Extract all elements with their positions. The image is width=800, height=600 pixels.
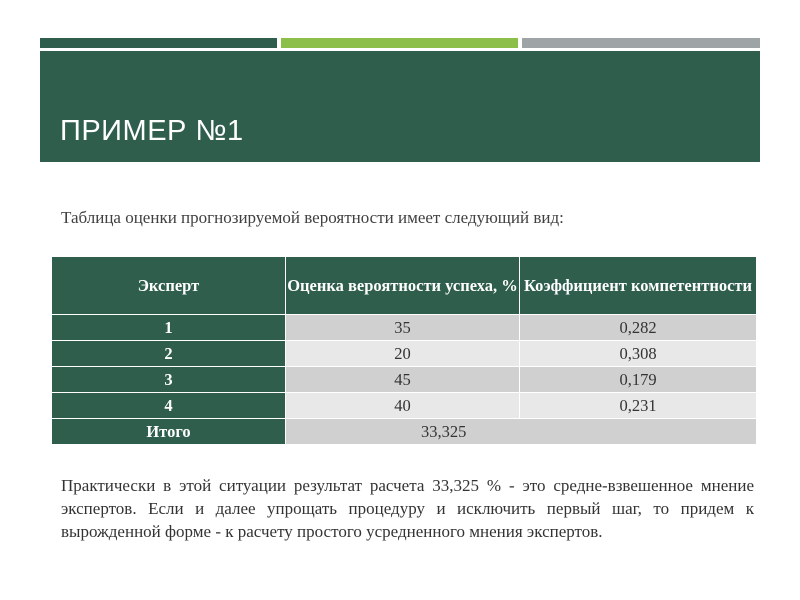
accent-bar-light-green xyxy=(281,38,518,48)
header-coefficient: Коэффициент компетентности xyxy=(520,257,757,315)
header-expert: Эксперт xyxy=(52,257,286,315)
cell-coefficient: 0,282 xyxy=(520,315,757,341)
cell-expert: 2 xyxy=(52,341,286,367)
total-value: 33,325 xyxy=(286,419,757,445)
intro-text: Таблица оценки прогнозируемой вероятности имеет следующий вид: xyxy=(61,208,564,227)
table-row xyxy=(52,367,757,393)
table-row xyxy=(52,341,757,367)
table-total-row xyxy=(52,419,757,445)
slide-title: ПРИМЕР №1 xyxy=(60,115,244,147)
conclusion-text: Практически в этой ситуации результат расчета 33,325 % - это средне-взвешенное мнение экспертов. Если и далее упрощать процедуру и исключить первый шаг, то придем к вырожденной форме - к расчету простого усредненного мнения экспертов. xyxy=(61,476,754,541)
accent-bar-dark-green xyxy=(40,38,277,48)
table-row xyxy=(52,393,757,419)
accent-bar-gray xyxy=(522,38,760,48)
cell-probability: 45 xyxy=(286,367,520,393)
header-probability: Оценка вероятности успеха, % xyxy=(286,257,520,315)
cell-probability: 20 xyxy=(286,341,520,367)
table-row xyxy=(52,315,757,341)
cell-expert: 1 xyxy=(52,315,286,341)
cell-expert: 3 xyxy=(52,367,286,393)
cell-probability: 35 xyxy=(286,315,520,341)
cell-coefficient: 0,308 xyxy=(520,341,757,367)
expert-table xyxy=(51,256,757,445)
cell-probability: 40 xyxy=(286,393,520,419)
cell-coefficient: 0,231 xyxy=(520,393,757,419)
cell-expert: 4 xyxy=(52,393,286,419)
total-label: Итого xyxy=(52,419,286,445)
cell-coefficient: 0,179 xyxy=(520,367,757,393)
table-header-row xyxy=(52,257,757,315)
title-band xyxy=(40,51,760,162)
